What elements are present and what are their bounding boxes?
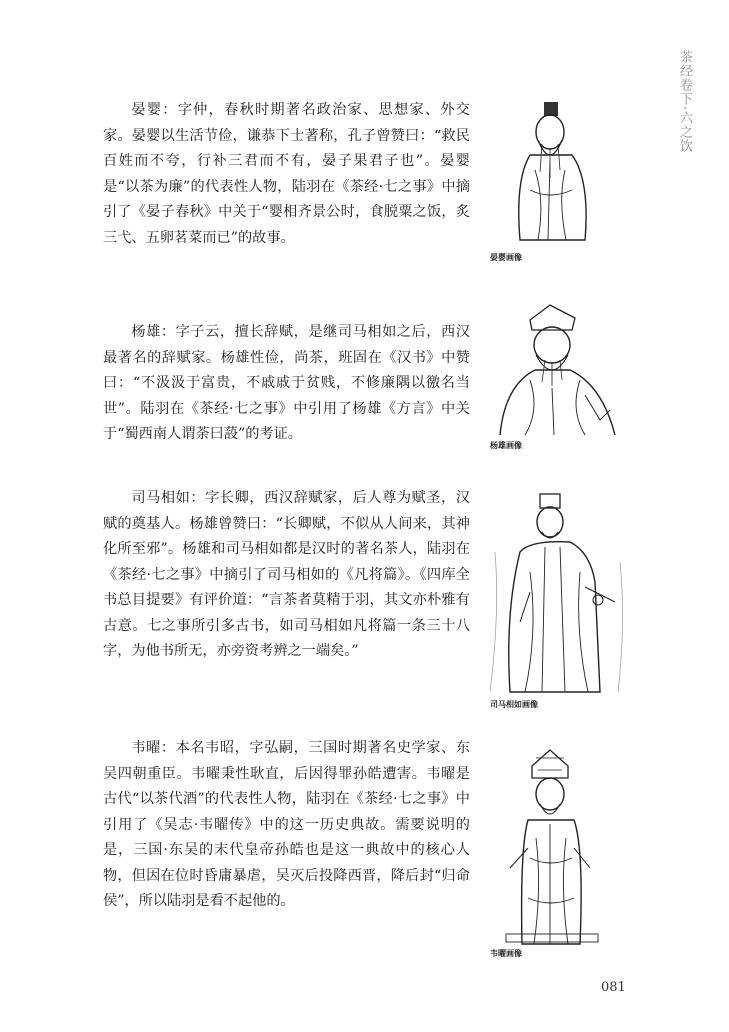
figure-yang-xiong-caption: 杨雄画像	[490, 441, 522, 450]
entry-sima-xiangru	[103, 486, 470, 665]
portrait-yan-ying	[490, 100, 610, 250]
running-header: 茶经卷下·六之饮	[677, 50, 692, 154]
figure-yan-ying-caption: 晏婴画像	[490, 253, 522, 262]
entry-wei-yao-text: 韦曜：本名韦昭，字弘嗣，三国时期著名史学家、东吴四朝重臣。韦曜秉性耿直，后因得罪孙皓遭害。韦曜是古代“以茶代酒”的代表性人物，陆羽在《茶经·七之事》中引用了《吴志·韦曜传》中的这一历史典故。需要说明的是，三国·东吴的末代皇帝孙皓也是这一典故中的核心人物，但因在位时昏庸暴虐，吴灭后投降西晋，降后封“归命侯”，所以陆羽是看不起他的。	[103, 740, 470, 909]
entry-yan-ying-text: 晏婴：字仲，春秋时期著名政治家、思想家、外交家。晏婴以生活节俭，谦恭下士著称，孔子曾赞曰：“救民百姓而不夸，行补三君而不有，晏子果君子也”。晏婴是“以茶为廉”的代表性人物，陆羽在《茶经·七之事》中摘引了《晏子春秋》中关于“婴相齐景公时，食脱粟之饭，炙三弋、五卵茗菜而已”的故事。	[103, 102, 470, 246]
figure-wei-yao-caption: 韦曜画像	[490, 949, 522, 958]
figure-yan-ying	[490, 100, 630, 263]
entry-wei-yao	[103, 736, 470, 915]
figure-yang-xiong	[490, 300, 630, 451]
portrait-wei-yao	[490, 748, 610, 946]
portrait-yang-xiong	[490, 300, 620, 438]
page-number: 081	[601, 980, 626, 995]
entry-yan-ying	[103, 98, 470, 251]
entry-yang-xiong-text: 杨雄：字子云，擅长辞赋，是继司马相如之后，西汉最著名的辞赋家。杨雄性俭，尚茶，班固在《汉书》中赞曰：“不汲汲于富贵，不戚戚于贫贱，不修廉隅以徼名当世”。陆羽在《茶经·七之事》中引用了杨雄《方言》中关于“蜀西南人谓荼曰蔎”的考证。	[103, 324, 470, 442]
entry-yang-xiong	[103, 320, 470, 448]
figure-wei-yao	[490, 748, 630, 959]
portrait-sima-xiangru	[490, 492, 628, 697]
figure-sima-xiangru-caption: 司马相如画像	[490, 700, 538, 709]
figure-sima-xiangru	[490, 492, 630, 710]
entry-sima-xiangru-text: 司马相如：字长卿，西汉辞赋家，后人尊为赋圣，汉赋的奠基人。杨雄曾赞曰：“长卿赋，不似从人间来，其神化所至邪”。杨雄和司马相如都是汉时的著名茶人，陆羽在《茶经·七之事》中摘引了司马相如的《凡将篇》。《四库全书总目提要》有评价道：“言茶者莫精于羽，其文亦朴雅有古意。七之事所引多古书，如司马相如凡将篇一条三十八字，为他书所无，亦旁资考辨之一端矣。”	[103, 490, 470, 659]
